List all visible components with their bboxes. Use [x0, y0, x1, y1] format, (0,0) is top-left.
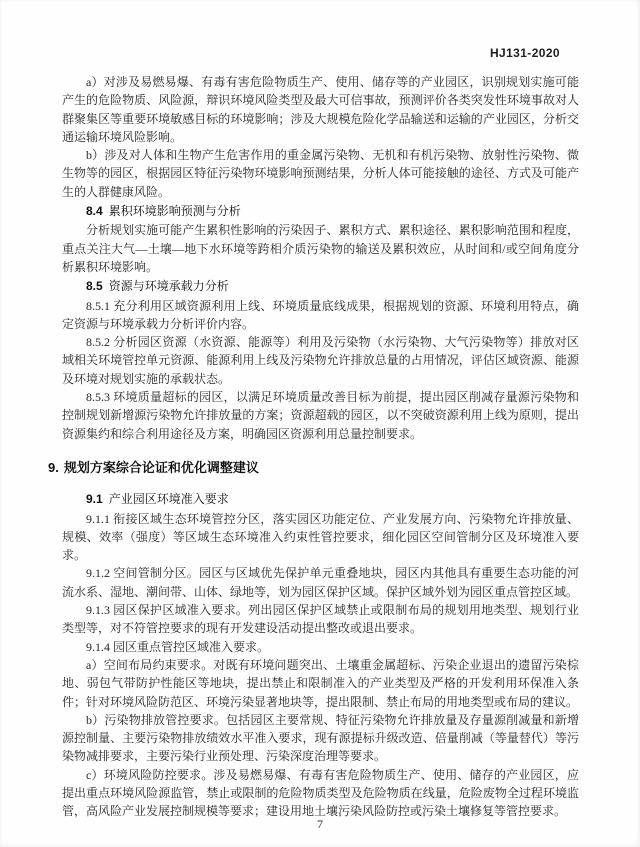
paragraph-access-a: a）空间布局约束要求。对既有环境问题突出、土壤重金属超标、污染企业退出的遗留污染棕地、弱包气带防护性能区等地块，提出禁止和限制准入的产业类型及严格的开发利用环保准入条件；针对环境风险防范区、环境污染显著地块等，提出限制、禁止布局的用地类型或布局的建议。	[62, 657, 579, 709]
section-number: 9.	[48, 459, 59, 475]
subsection-title: 产业园区环境准入要求	[108, 492, 229, 507]
paragraph-9-1-4: 9.1.4 园区重点管控区域准入要求。	[86, 639, 270, 654]
paragraph-8-5-1: 8.5.1 充分利用区域资源利用上线、环境质量底线成果，根据规划的资源、环境利用特点，确定资源与环境承载力分析评价内容。	[62, 298, 579, 331]
subsection-heading-8-4	[62, 202, 579, 220]
paragraph-9-1-2: 9.1.2 空间管制分区。园区与区域优先保护单元重叠地块，园区内其他具有重要生态功能的河流水系、湿地、潮间带、山体、绿地等，划为园区保护区域。保护区域外划为园区重点管控区域。	[62, 566, 579, 599]
subsection-number: 9.1	[86, 492, 103, 507]
paragraph-9-1-3: 9.1.3 园区保护区域准入要求。列出园区保护区域禁止或限制布局的规划用地类型、规划行业类型等，对不符管控要求的现有开发建设活动提出整改或退出要求。	[62, 603, 579, 636]
paragraph-8-5-2: 8.5.2 分析园区资源（水资源、能源等）利用及污染物（水污染物、大气污染物等）排放对区域相关环境管控单元资源、能源利用上线及污染物允许排放总量的占用情况，评估区域资源、能源及环境对规划实施的承载状态。	[62, 335, 579, 386]
subsection-title: 资源与环境承载力分析	[108, 279, 229, 294]
document-body	[48, 73, 579, 821]
section-heading-9	[48, 459, 579, 477]
subsection-heading-9-1	[62, 490, 579, 508]
paragraph-cumulative-impact: 分析规划实施可能产生累积性影响的污染因子、累积方式、累积途径、累积影响范围和程度，重点关注大气—土壤—地下水环境等跨相介质污染物的输送及累积效应，从时间和/或空间角度分析累积环境影响。	[62, 223, 579, 274]
subsection-heading-8-5	[62, 277, 579, 295]
paragraph-access-c: c）环境风险防控要求。涉及易燃易爆、有毒有害危险物质生产、使用、储存的产业园区，应提出重点环境风险源监管，禁止或限制的危险物质类型及危险物质在线量，危险废物全过程环境监管，高风险产业发展控制规模等要求；建设用地土壤污染风险防控或污染土壤修复等管控要求。	[62, 767, 579, 819]
subsection-number: 8.4	[86, 204, 103, 219]
subsection-number: 8.5	[86, 279, 103, 294]
document-code: HJ131-2020	[489, 46, 560, 60]
paragraph-access-b: b）污染物排放管控要求。包括园区主要常规、特征污染物允许排放量及存量源削减量和新增源控制量、主要污染物排放绩效水平准入要求，现有源提标升级改造、倍量削减（等量替代）等污染物减排要求，主要污染行业预处理、污染深度治理等要求。	[62, 712, 579, 764]
paragraph-9-1-1: 9.1.1 衔接区域生态环境管控分区，落实园区功能定位、产业发展方向、污染物允许排放量、规模、效率（强度）等区域生态环境准入约束性管控要求，细化园区空间管制分区及环境准入要求。	[62, 511, 579, 563]
subsection-title: 累积环境影响预测与分析	[108, 204, 241, 219]
page-number: 7	[317, 817, 323, 831]
paragraph-8-5-3: 8.5.3 环境质量超标的园区，以满足环境质量改善目标为前提，提出园区削减存量源污染物和控制规划新增源污染物允许排放量的方案；资源超载的园区，以不突破资源利用上线为原则，提出资源集约和综合利用途径及方案，明确园区资源利用总量控制要求。	[62, 390, 579, 441]
paragraph-risk-b: b）涉及对人体和生物产生危害作用的重金属污染物、无机和有机污染物、放射性污染物、微生物等的园区，根据园区特征污染物环境影响预测结果，分析人体可能接触的途径、方式及可能产生的人群健康风险。	[62, 148, 579, 199]
section-title: 规划方案综合论证和优化调整建议	[63, 459, 259, 475]
paragraph-risk-a: a）对涉及易燃易爆、有毒有害危险物质生产、使用、储存等的产业园区，识别规划实施可能产生的危险物质、风险源，辩识环境风险类型及最大可信事故，预测评价各类突发性环境事故对人群聚集区等重要环境敏感目标的环境影响；涉及大规模危险化学品输送和运输的产业园区，分析交通运输环境风险影响。	[62, 75, 579, 144]
